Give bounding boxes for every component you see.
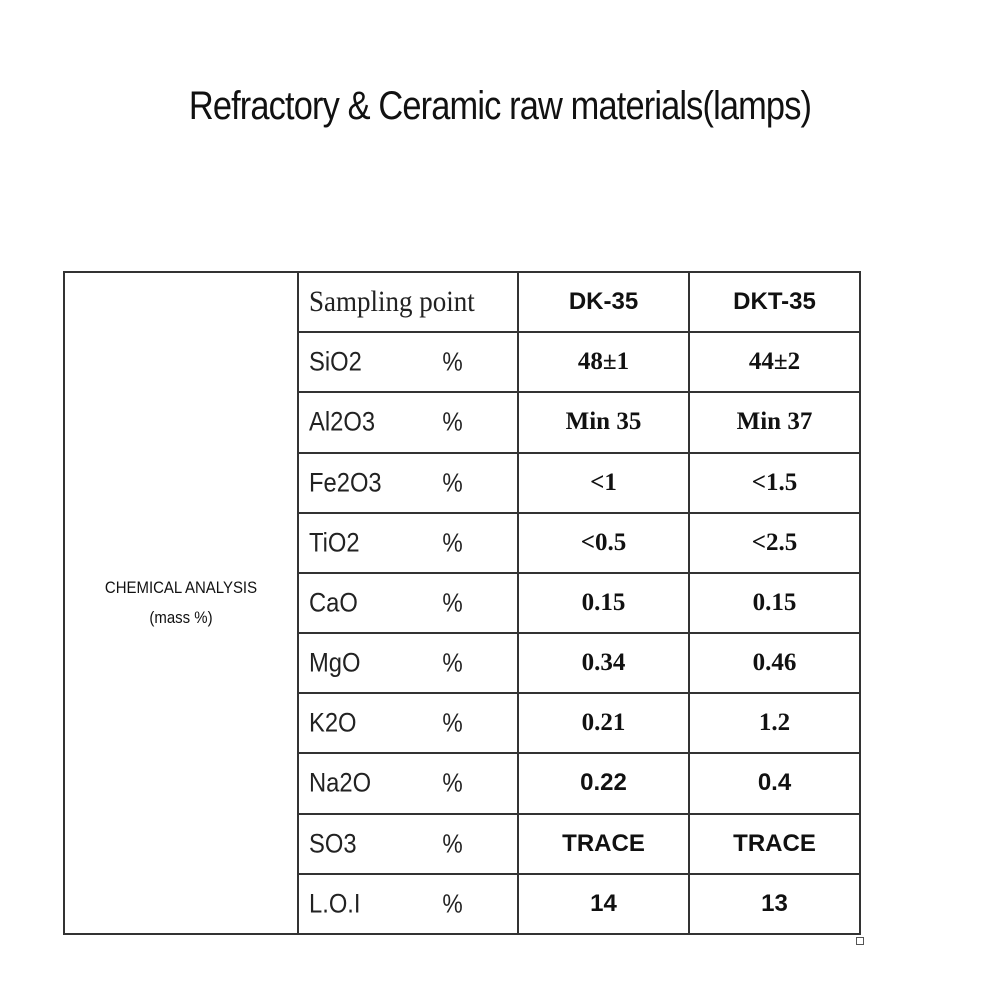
param-cell <box>298 753 518 813</box>
param-name: Na2O <box>309 767 372 798</box>
param-unit: % <box>442 346 463 377</box>
corner-marker <box>856 937 864 945</box>
dkt35-value: 0.15 <box>689 573 860 633</box>
dkt35-value: Min 37 <box>689 392 860 452</box>
param-cell <box>298 633 518 693</box>
dk35-value: 14 <box>518 874 689 934</box>
dk35-value: 0.22 <box>518 753 689 813</box>
param-unit: % <box>442 888 463 919</box>
param-name: CaO <box>309 587 358 618</box>
header-dkt35: DKT-35 <box>689 272 860 332</box>
param-name: Al2O3 <box>309 406 376 437</box>
table-header-row <box>64 272 860 332</box>
param-cell <box>298 573 518 633</box>
param-cell <box>298 874 518 934</box>
param-unit: % <box>442 767 463 798</box>
dk35-value: 0.34 <box>518 633 689 693</box>
dk35-value: TRACE <box>518 814 689 874</box>
section-label-cell <box>64 272 298 934</box>
param-unit: % <box>442 647 463 678</box>
dk35-value: 0.15 <box>518 573 689 633</box>
param-name: K2O <box>309 707 357 738</box>
param-name: MgO <box>309 647 361 678</box>
dk35-value: <0.5 <box>518 513 689 573</box>
dkt35-value: TRACE <box>689 814 860 874</box>
param-name: L.O.I <box>309 888 361 919</box>
dk35-value: Min 35 <box>518 392 689 452</box>
param-unit: % <box>442 828 463 859</box>
param-cell <box>298 513 518 573</box>
param-name: TiO2 <box>309 527 360 558</box>
dk35-value: 48±1 <box>518 332 689 392</box>
param-unit: % <box>442 467 463 498</box>
param-name: SiO2 <box>309 346 362 377</box>
dkt35-value: 44±2 <box>689 332 860 392</box>
header-dk35: DK-35 <box>518 272 689 332</box>
dkt35-value: 0.4 <box>689 753 860 813</box>
param-cell <box>298 453 518 513</box>
param-unit: % <box>442 707 463 738</box>
dkt35-value: <1.5 <box>689 453 860 513</box>
header-sampling-point: Sampling point <box>309 285 475 319</box>
param-unit: % <box>442 527 463 558</box>
param-cell <box>298 693 518 753</box>
section-label: CHEMICAL ANALYSIS <box>104 578 258 597</box>
chemical-analysis-table <box>63 271 861 935</box>
param-unit: % <box>442 587 463 618</box>
dkt35-value: 0.46 <box>689 633 860 693</box>
param-cell <box>298 332 518 392</box>
header-param-cell <box>298 272 518 332</box>
param-cell <box>298 392 518 452</box>
param-unit: % <box>442 406 463 437</box>
page-title: Refractory & Ceramic raw materials(lamps) <box>188 84 812 128</box>
param-name: Fe2O3 <box>309 467 382 498</box>
param-cell <box>298 814 518 874</box>
dkt35-value: 1.2 <box>689 693 860 753</box>
dkt35-value: <2.5 <box>689 513 860 573</box>
dk35-value: 0.21 <box>518 693 689 753</box>
section-unit-label: (mass %) <box>149 608 213 627</box>
param-name: SO3 <box>309 828 357 859</box>
dkt35-value: 13 <box>689 874 860 934</box>
dk35-value: <1 <box>518 453 689 513</box>
